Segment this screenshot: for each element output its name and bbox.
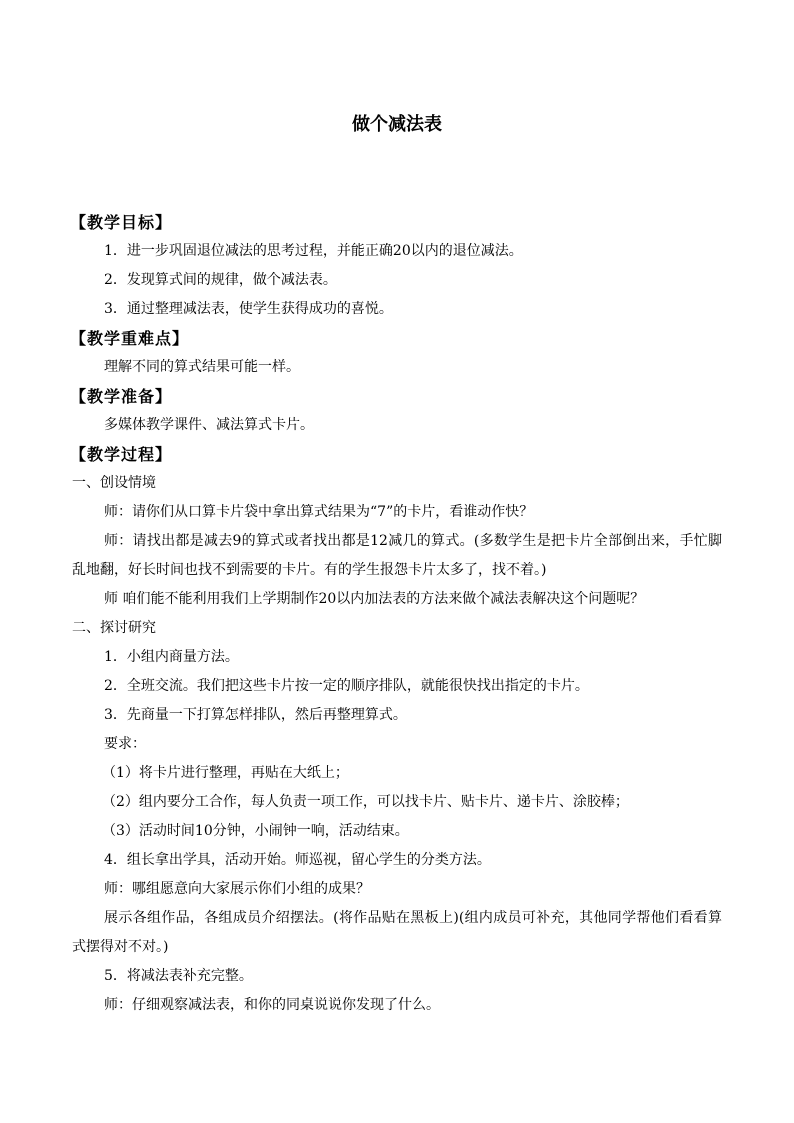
process-paragraph: 师：请你们从口算卡片袋中拿出算式结果为“7”的卡片，看谁动作快？ bbox=[104, 504, 534, 520]
section-heading-process: 【教学过程】 bbox=[70, 445, 173, 464]
section-heading-preparation: 【教学准备】 bbox=[70, 387, 173, 406]
section-heading-key-points: 【教学重难点】 bbox=[70, 329, 190, 348]
process-paragraph: 师 咱们能不能利用我们上学期制作20以内加法表的方法来做个减法表解决这个问题呢？ bbox=[104, 591, 645, 607]
objective-item: 2．发现算式间的规律，做个减法表。 bbox=[104, 272, 337, 288]
key-point-text: 理解不同的算式结果可能一样。 bbox=[104, 359, 300, 375]
process-item: 2．全班交流。我们把这些卡片按一定的顺序排队，就能很快找出指定的卡片。 bbox=[104, 678, 589, 694]
process-item: 4．组长拿出学具，活动开始。师巡视，留心学生的分类方法。 bbox=[104, 852, 491, 868]
process-item: 5．将减法表补充完整。 bbox=[104, 968, 253, 984]
requirements-label: 要求： bbox=[104, 736, 146, 752]
preparation-text: 多媒体教学课件、减法算式卡片。 bbox=[104, 417, 314, 433]
section-heading-objectives: 【教学目标】 bbox=[70, 213, 173, 232]
process-step-heading: 一、创设情境 bbox=[72, 475, 156, 491]
process-paragraph: 师：仔细观察减法表，和你的同桌说说你发现了什么。 bbox=[104, 997, 440, 1013]
document-title: 做个减法表 bbox=[352, 114, 442, 135]
process-step-heading: 二、探讨研究 bbox=[72, 620, 156, 636]
requirement-item: （2）组内要分工合作，每人负责一项工作，可以找卡片、贴卡片、递卡片、涂胶棒； bbox=[102, 794, 629, 810]
requirement-item: （1）将卡片进行整理，再贴在大纸上； bbox=[102, 765, 349, 781]
process-paragraph: 师：哪组愿意向大家展示你们小组的成果？ bbox=[104, 881, 370, 897]
process-paragraph: 展示各组作品，各组成员介绍摆法。(将作品贴在黑板上)(组内成员可补充，其他同学帮他们看看算式摆得对不对。) bbox=[72, 910, 722, 955]
document-body bbox=[72, 208, 722, 1020]
objective-item: 3．通过整理减法表，使学生获得成功的喜悦。 bbox=[104, 301, 393, 317]
objective-item: 1．进一步巩固退位减法的思考过程，并能正确20以内的退位减法。 bbox=[104, 243, 523, 259]
process-item: 1．小组内商量方法。 bbox=[104, 649, 239, 665]
process-item: 3．先商量一下打算怎样排队，然后再整理算式。 bbox=[104, 707, 407, 723]
requirement-item: （3）活动时间10分钟，小闹钟一响，活动结束。 bbox=[102, 823, 409, 839]
process-paragraph: 师：请找出都是减去9的算式或者找出都是12减几的算式。(多数学生是把卡片全部倒出来，手忙脚乱地翻，好长时间也找不到需要的卡片。有的学生报怨卡片太多了，找不着。) bbox=[72, 533, 722, 578]
